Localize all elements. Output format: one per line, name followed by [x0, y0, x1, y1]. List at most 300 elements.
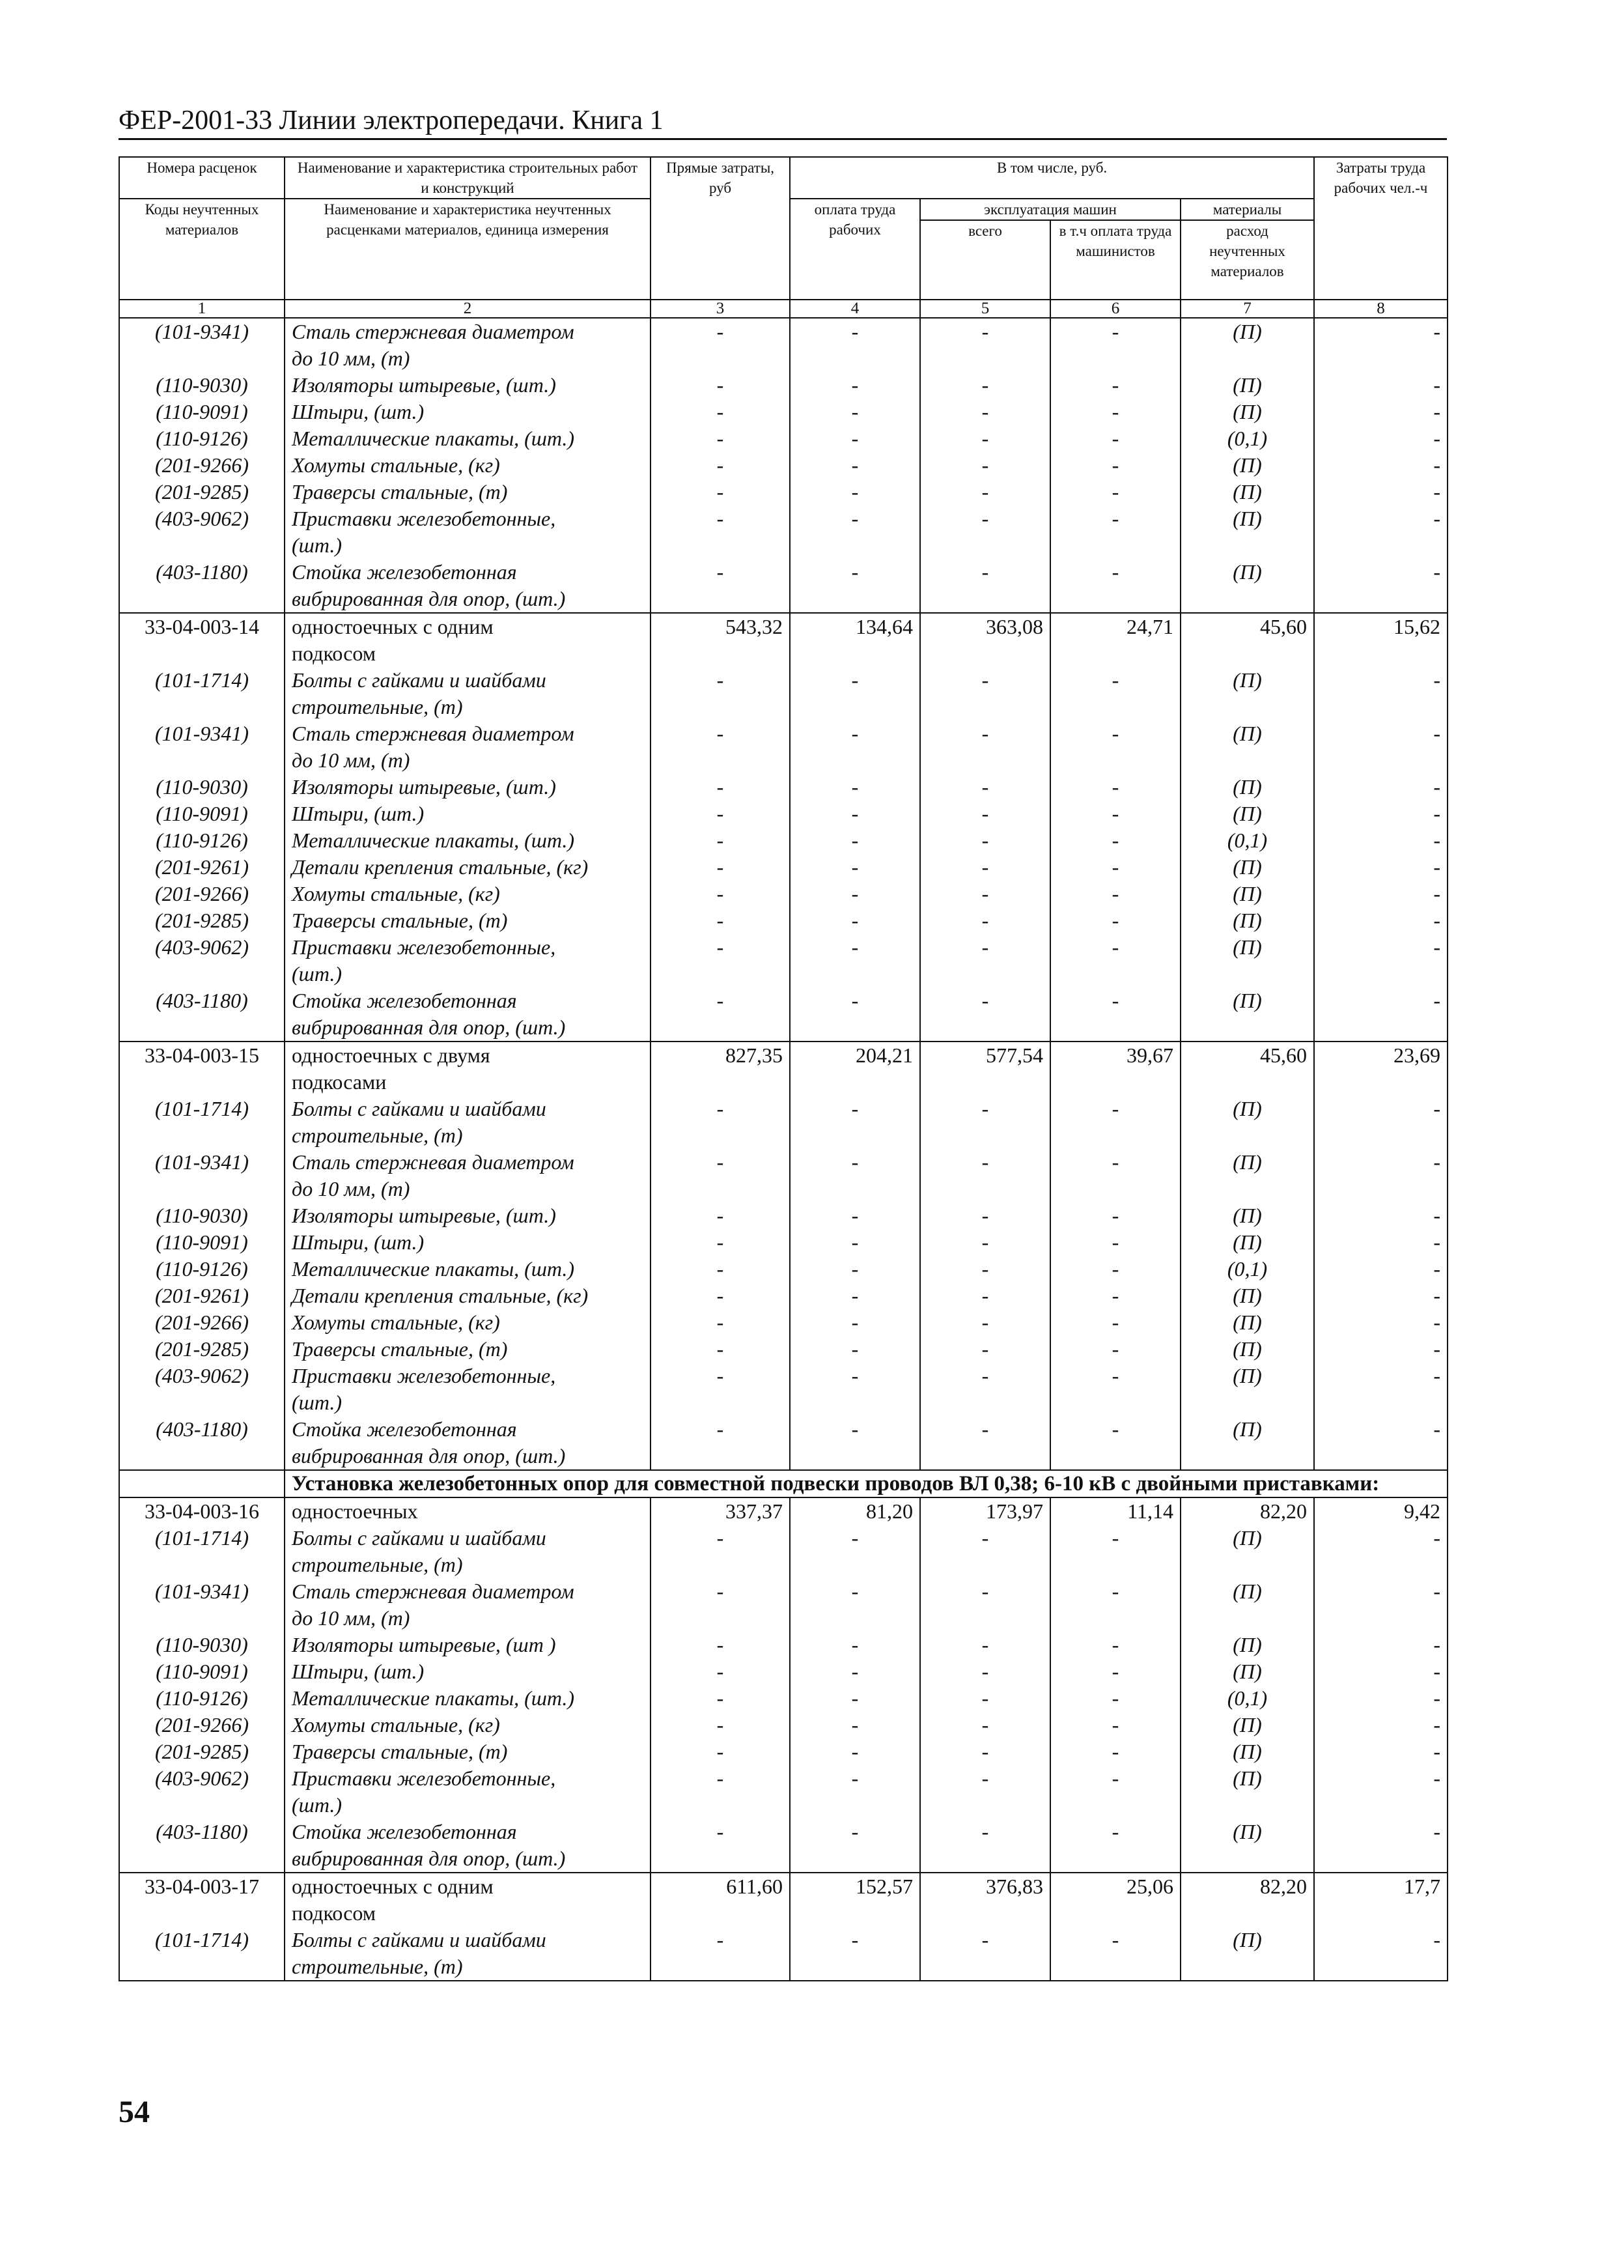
table-row [119, 1873, 1448, 1900]
material-usage-cell: (П) [1181, 934, 1314, 961]
direct-cost-cell: - [651, 1256, 790, 1283]
machine-total-cell: - [920, 318, 1050, 345]
col-number: 4 [790, 300, 920, 318]
material-code: (110-9091) [119, 1658, 285, 1685]
material-usage-cell: (П) [1181, 318, 1314, 345]
operator-wage-cell [1050, 586, 1181, 613]
machine-total-cell: - [920, 505, 1050, 532]
labor-hours-cell: - [1314, 1416, 1448, 1443]
machine-total-cell [920, 694, 1050, 720]
worker-wage-cell: - [790, 1149, 920, 1176]
material-usage-cell [1181, 1069, 1314, 1096]
worker-wage-cell: - [790, 881, 920, 907]
material-usage-cell: (0,1) [1181, 1685, 1314, 1712]
machine-total-cell: - [920, 667, 1050, 694]
machine-total-cell: - [920, 372, 1050, 399]
operator-wage-cell [1050, 961, 1181, 987]
material-code [119, 694, 285, 720]
table-row [119, 1229, 1448, 1256]
operator-wage-cell [1050, 1792, 1181, 1819]
direct-cost-cell: - [651, 505, 790, 532]
machine-total-cell: - [920, 1578, 1050, 1605]
labor-hours-cell [1314, 1605, 1448, 1632]
labor-hours-cell: - [1314, 1336, 1448, 1363]
material-code: (110-9126) [119, 1256, 285, 1283]
direct-cost-cell [651, 1552, 790, 1578]
operator-wage-cell: - [1050, 452, 1181, 479]
labor-hours-cell: - [1314, 720, 1448, 747]
material-code: (101-1714) [119, 1096, 285, 1122]
direct-cost-cell [651, 1443, 790, 1470]
direct-cost-cell: - [651, 1658, 790, 1685]
material-usage-cell [1181, 1605, 1314, 1632]
operator-wage-cell [1050, 1014, 1181, 1042]
machine-total-cell [920, 345, 1050, 372]
material-name: до 10 мм, (т) [285, 345, 651, 372]
operator-wage-cell [1050, 1900, 1181, 1927]
worker-wage-cell: - [790, 399, 920, 425]
material-code: (110-9030) [119, 372, 285, 399]
labor-hours-cell [1314, 1069, 1448, 1096]
direct-cost-cell [651, 1953, 790, 1981]
material-usage-cell [1181, 1845, 1314, 1873]
table-row [119, 559, 1448, 586]
section-spacer-cell [119, 1470, 285, 1497]
table-row [119, 1176, 1448, 1202]
table-row [119, 1685, 1448, 1712]
material-usage-cell [1181, 1443, 1314, 1470]
labor-hours-cell: - [1314, 399, 1448, 425]
worker-wage-cell: - [790, 987, 920, 1014]
table-row [119, 694, 1448, 720]
worker-wage-cell: - [790, 1229, 920, 1256]
material-code: (101-9341) [119, 1578, 285, 1605]
material-usage-cell: (П) [1181, 1712, 1314, 1738]
material-code: (101-1714) [119, 1525, 285, 1552]
material-name: Болты с гайками и шайбами [285, 1096, 651, 1122]
table-row [119, 1792, 1448, 1819]
col-number: 5 [920, 300, 1050, 318]
operator-wage-cell: - [1050, 1363, 1181, 1389]
operator-wage-cell [1050, 345, 1181, 372]
material-name: строительные, (т) [285, 1552, 651, 1578]
machine-total-cell: - [920, 1685, 1050, 1712]
direct-cost-cell [651, 532, 790, 559]
table-row [119, 586, 1448, 613]
material-name: Детали крепления стальные, (кг) [285, 854, 651, 881]
labor-hours-cell [1314, 1014, 1448, 1042]
material-usage-cell: (П) [1181, 1283, 1314, 1309]
material-name: Траверсы стальные, (т) [285, 1738, 651, 1765]
material-code: (201-9285) [119, 479, 285, 505]
table-row [119, 532, 1448, 559]
material-name: до 10 мм, (т) [285, 747, 651, 774]
rate-number: 33-04-003-14 [119, 613, 285, 640]
material-name: (шт.) [285, 532, 651, 559]
material-usage-cell [1181, 586, 1314, 613]
material-code: (201-9261) [119, 1283, 285, 1309]
worker-wage-cell: - [790, 425, 920, 452]
machine-total-cell: - [920, 854, 1050, 881]
worker-wage-cell: - [790, 774, 920, 801]
labor-hours-cell: - [1314, 1096, 1448, 1122]
machine-total-cell: 577,54 [920, 1042, 1050, 1069]
table-row [119, 1069, 1448, 1096]
direct-cost-cell [651, 1069, 790, 1096]
machine-total-cell [920, 1900, 1050, 1927]
table-row [119, 505, 1448, 532]
operator-wage-cell: 11,14 [1050, 1497, 1181, 1525]
direct-cost-cell: - [651, 452, 790, 479]
table-row [119, 318, 1448, 345]
labor-hours-cell [1314, 1953, 1448, 1981]
direct-cost-cell [651, 640, 790, 667]
labor-hours-cell [1314, 586, 1448, 613]
worker-wage-cell [790, 1953, 920, 1981]
operator-wage-cell: - [1050, 1819, 1181, 1845]
material-name: Детали крепления стальные, (кг) [285, 1283, 651, 1309]
head-materials: материалы [1181, 199, 1314, 220]
worker-wage-cell: - [790, 1336, 920, 1363]
worker-wage-cell [790, 961, 920, 987]
direct-cost-cell [651, 586, 790, 613]
material-code [119, 1389, 285, 1416]
material-usage-cell: (П) [1181, 774, 1314, 801]
table-row [119, 1202, 1448, 1229]
head-col7: расход неучтенных материалов [1181, 220, 1314, 300]
worker-wage-cell: 134,64 [790, 613, 920, 640]
material-code: (403-1180) [119, 1416, 285, 1443]
operator-wage-cell: - [1050, 881, 1181, 907]
material-code [119, 1953, 285, 1981]
operator-wage-cell: - [1050, 559, 1181, 586]
labor-hours-cell [1314, 640, 1448, 667]
labor-hours-cell: - [1314, 1632, 1448, 1658]
material-usage-cell: (П) [1181, 1416, 1314, 1443]
work-name: одностоечных с одним [285, 1873, 651, 1900]
worker-wage-cell: - [790, 1658, 920, 1685]
machine-total-cell: - [920, 934, 1050, 961]
material-code: (403-9062) [119, 1765, 285, 1792]
direct-cost-cell: - [651, 801, 790, 827]
operator-wage-cell: 24,71 [1050, 613, 1181, 640]
material-name: вибрированная для опор, (шт.) [285, 1845, 651, 1873]
col-number: 2 [285, 300, 651, 318]
material-name: (шт.) [285, 1389, 651, 1416]
operator-wage-cell: - [1050, 1765, 1181, 1792]
table-row [119, 1953, 1448, 1981]
material-name: вибрированная для опор, (шт.) [285, 1014, 651, 1042]
worker-wage-cell: - [790, 1283, 920, 1309]
operator-wage-cell: 25,06 [1050, 1873, 1181, 1900]
document-header-title: ФЕР-2001-33 Линии электропередачи. Книга 1 [119, 104, 1447, 140]
labor-hours-cell [1314, 694, 1448, 720]
operator-wage-cell: - [1050, 1149, 1181, 1176]
table-row [119, 1819, 1448, 1845]
labor-hours-cell: - [1314, 372, 1448, 399]
machine-total-cell: - [920, 1336, 1050, 1363]
operator-wage-cell: - [1050, 934, 1181, 961]
machine-total-cell [920, 640, 1050, 667]
material-code [119, 1552, 285, 1578]
material-name: Болты с гайками и шайбами [285, 1927, 651, 1953]
material-name: Приставки железобетонные, [285, 1765, 651, 1792]
machine-total-cell [920, 586, 1050, 613]
direct-cost-cell: - [651, 987, 790, 1014]
material-usage-cell: (П) [1181, 399, 1314, 425]
material-code [119, 1443, 285, 1470]
machine-total-cell: - [920, 1658, 1050, 1685]
table-row [119, 1014, 1448, 1042]
table-row [119, 1632, 1448, 1658]
material-usage-cell: (П) [1181, 1738, 1314, 1765]
worker-wage-cell [790, 694, 920, 720]
operator-wage-cell [1050, 694, 1181, 720]
worker-wage-cell: - [790, 505, 920, 532]
material-name: строительные, (т) [285, 1953, 651, 1981]
section-title: Установка железобетонных опор для совместной подвески проводов ВЛ 0,38; 6-10 кВ с двойными приставками: [285, 1470, 1448, 1497]
operator-wage-cell [1050, 1605, 1181, 1632]
table-row [119, 1122, 1448, 1149]
material-code: (403-9062) [119, 934, 285, 961]
machine-total-cell: - [920, 452, 1050, 479]
operator-wage-cell: - [1050, 1658, 1181, 1685]
table-row [119, 1256, 1448, 1283]
material-usage-cell: (П) [1181, 1525, 1314, 1552]
worker-wage-cell: - [790, 720, 920, 747]
operator-wage-cell: - [1050, 372, 1181, 399]
material-code: (110-9126) [119, 1685, 285, 1712]
worker-wage-cell [790, 1443, 920, 1470]
operator-wage-cell: - [1050, 1712, 1181, 1738]
operator-wage-cell [1050, 640, 1181, 667]
direct-cost-cell: - [651, 1283, 790, 1309]
table-row [119, 425, 1448, 452]
material-code: (110-9091) [119, 399, 285, 425]
direct-cost-cell [651, 345, 790, 372]
table-row [119, 1389, 1448, 1416]
worker-wage-cell: - [790, 372, 920, 399]
operator-wage-cell: - [1050, 399, 1181, 425]
material-name: Металлические плакаты, (шт.) [285, 1685, 651, 1712]
operator-wage-cell: - [1050, 774, 1181, 801]
work-name: подкосами [285, 1069, 651, 1096]
worker-wage-cell: - [790, 318, 920, 345]
head-col5: всего [920, 220, 1050, 300]
material-name: Приставки железобетонные, [285, 505, 651, 532]
material-name: до 10 мм, (т) [285, 1176, 651, 1202]
direct-cost-cell: - [651, 1309, 790, 1336]
material-code: (403-1180) [119, 987, 285, 1014]
worker-wage-cell [790, 1792, 920, 1819]
table-row [119, 1552, 1448, 1578]
labor-hours-cell: - [1314, 881, 1448, 907]
direct-cost-cell: - [651, 559, 790, 586]
machine-total-cell [920, 1176, 1050, 1202]
worker-wage-cell: 152,57 [790, 1873, 920, 1900]
material-usage-cell: (П) [1181, 1202, 1314, 1229]
labor-hours-cell: - [1314, 801, 1448, 827]
labor-hours-cell: - [1314, 1927, 1448, 1953]
machine-total-cell: - [920, 1149, 1050, 1176]
direct-cost-cell: - [651, 1765, 790, 1792]
material-usage-cell: (П) [1181, 1765, 1314, 1792]
machine-total-cell [920, 1552, 1050, 1578]
head-col2-bottom: Наименование и характеристика неучтенных расценками материалов, единица измерения [285, 199, 651, 300]
col-number: 3 [651, 300, 790, 318]
material-usage-cell: (П) [1181, 372, 1314, 399]
labor-hours-cell: - [1314, 854, 1448, 881]
labor-hours-cell: - [1314, 667, 1448, 694]
direct-cost-cell: - [651, 854, 790, 881]
material-name: Стойка железобетонная [285, 1819, 651, 1845]
material-code: (403-1180) [119, 1819, 285, 1845]
material-code: (201-9285) [119, 1738, 285, 1765]
direct-cost-cell: - [651, 1416, 790, 1443]
material-code [119, 747, 285, 774]
machine-total-cell: - [920, 1765, 1050, 1792]
operator-wage-cell [1050, 1443, 1181, 1470]
worker-wage-cell: - [790, 452, 920, 479]
labor-hours-cell: - [1314, 1525, 1448, 1552]
machine-total-cell: - [920, 1416, 1050, 1443]
material-code: (201-9261) [119, 854, 285, 881]
material-code: (101-9341) [119, 1149, 285, 1176]
worker-wage-cell: - [790, 801, 920, 827]
material-usage-cell: (П) [1181, 505, 1314, 532]
worker-wage-cell: - [790, 667, 920, 694]
table-row [119, 1765, 1448, 1792]
worker-wage-cell [790, 1014, 920, 1042]
operator-wage-cell: - [1050, 1202, 1181, 1229]
worker-wage-cell [790, 747, 920, 774]
labor-hours-cell [1314, 1792, 1448, 1819]
labor-hours-cell: - [1314, 907, 1448, 934]
work-name: подкосом [285, 1900, 651, 1927]
machine-total-cell [920, 1069, 1050, 1096]
labor-hours-cell: - [1314, 1685, 1448, 1712]
rate-number: 33-04-003-17 [119, 1873, 285, 1900]
direct-cost-cell: - [651, 907, 790, 934]
material-usage-cell: (П) [1181, 1309, 1314, 1336]
table-row [119, 827, 1448, 854]
labor-hours-cell: - [1314, 827, 1448, 854]
worker-wage-cell: - [790, 854, 920, 881]
labor-hours-cell [1314, 961, 1448, 987]
machine-total-cell [920, 1845, 1050, 1873]
material-name: Изоляторы штыревые, (шт.) [285, 774, 651, 801]
material-name: до 10 мм, (т) [285, 1605, 651, 1632]
table-row [119, 479, 1448, 505]
material-code: (201-9266) [119, 1309, 285, 1336]
material-code: (101-9341) [119, 720, 285, 747]
material-code: (110-9126) [119, 827, 285, 854]
worker-wage-cell [790, 1900, 920, 1927]
operator-wage-cell: - [1050, 720, 1181, 747]
material-name: Изоляторы штыревые, (шт.) [285, 372, 651, 399]
material-name: строительные, (т) [285, 1122, 651, 1149]
labor-hours-cell: - [1314, 479, 1448, 505]
labor-hours-cell: - [1314, 1256, 1448, 1283]
table-row [119, 1416, 1448, 1443]
direct-cost-cell [651, 694, 790, 720]
operator-wage-cell [1050, 1552, 1181, 1578]
machine-total-cell [920, 1389, 1050, 1416]
material-code: (110-9091) [119, 801, 285, 827]
material-code [119, 345, 285, 372]
labor-hours-cell [1314, 1176, 1448, 1202]
material-name: Металлические плакаты, (шт.) [285, 1256, 651, 1283]
labor-hours-cell [1314, 747, 1448, 774]
direct-cost-cell: - [651, 1525, 790, 1552]
operator-wage-cell [1050, 1953, 1181, 1981]
table-row [119, 1336, 1448, 1363]
labor-hours-cell: - [1314, 1309, 1448, 1336]
operator-wage-cell: - [1050, 1096, 1181, 1122]
machine-total-cell: - [920, 1819, 1050, 1845]
labor-hours-cell: - [1314, 1229, 1448, 1256]
material-code: (110-9030) [119, 1202, 285, 1229]
worker-wage-cell: 81,20 [790, 1497, 920, 1525]
table-row [119, 1845, 1448, 1873]
table-row [119, 854, 1448, 881]
material-code: (110-9091) [119, 1229, 285, 1256]
col-number: 8 [1314, 300, 1448, 318]
direct-cost-cell [651, 1792, 790, 1819]
worker-wage-cell: - [790, 1309, 920, 1336]
table-row [119, 1283, 1448, 1309]
machine-total-cell: - [920, 1202, 1050, 1229]
page-number: 54 [119, 2095, 150, 2129]
worker-wage-cell: - [790, 1712, 920, 1738]
table-row [119, 1900, 1448, 1927]
head-col1-top: Номера расценок [119, 157, 285, 199]
material-name: Сталь стержневая диаметром [285, 720, 651, 747]
machine-total-cell: - [920, 720, 1050, 747]
labor-hours-cell: - [1314, 1658, 1448, 1685]
worker-wage-cell: - [790, 1525, 920, 1552]
table-row [119, 1443, 1448, 1470]
material-name: Сталь стержневая диаметром [285, 318, 651, 345]
operator-wage-cell: 39,67 [1050, 1042, 1181, 1069]
worker-wage-cell [790, 586, 920, 613]
rate-number [119, 640, 285, 667]
material-name: Изоляторы штыревые, (шт ) [285, 1632, 651, 1658]
material-usage-cell [1181, 747, 1314, 774]
operator-wage-cell [1050, 747, 1181, 774]
labor-hours-cell: - [1314, 425, 1448, 452]
material-code: (201-9266) [119, 452, 285, 479]
material-usage-cell [1181, 1176, 1314, 1202]
direct-cost-cell: - [651, 1096, 790, 1122]
material-name: (шт.) [285, 961, 651, 987]
direct-cost-cell [651, 1389, 790, 1416]
material-code: (110-9030) [119, 774, 285, 801]
head-col4: оплата труда рабочих [790, 199, 920, 300]
material-name: Хомуты стальные, (кг) [285, 1712, 651, 1738]
direct-cost-cell: - [651, 1819, 790, 1845]
direct-cost-cell: - [651, 1632, 790, 1658]
operator-wage-cell: - [1050, 987, 1181, 1014]
material-usage-cell: (П) [1181, 801, 1314, 827]
material-usage-cell: (П) [1181, 1819, 1314, 1845]
material-usage-cell [1181, 1792, 1314, 1819]
material-name: Траверсы стальные, (т) [285, 479, 651, 505]
machine-total-cell: - [920, 1229, 1050, 1256]
material-usage-cell [1181, 1953, 1314, 1981]
material-usage-cell: 45,60 [1181, 613, 1314, 640]
operator-wage-cell: - [1050, 1309, 1181, 1336]
